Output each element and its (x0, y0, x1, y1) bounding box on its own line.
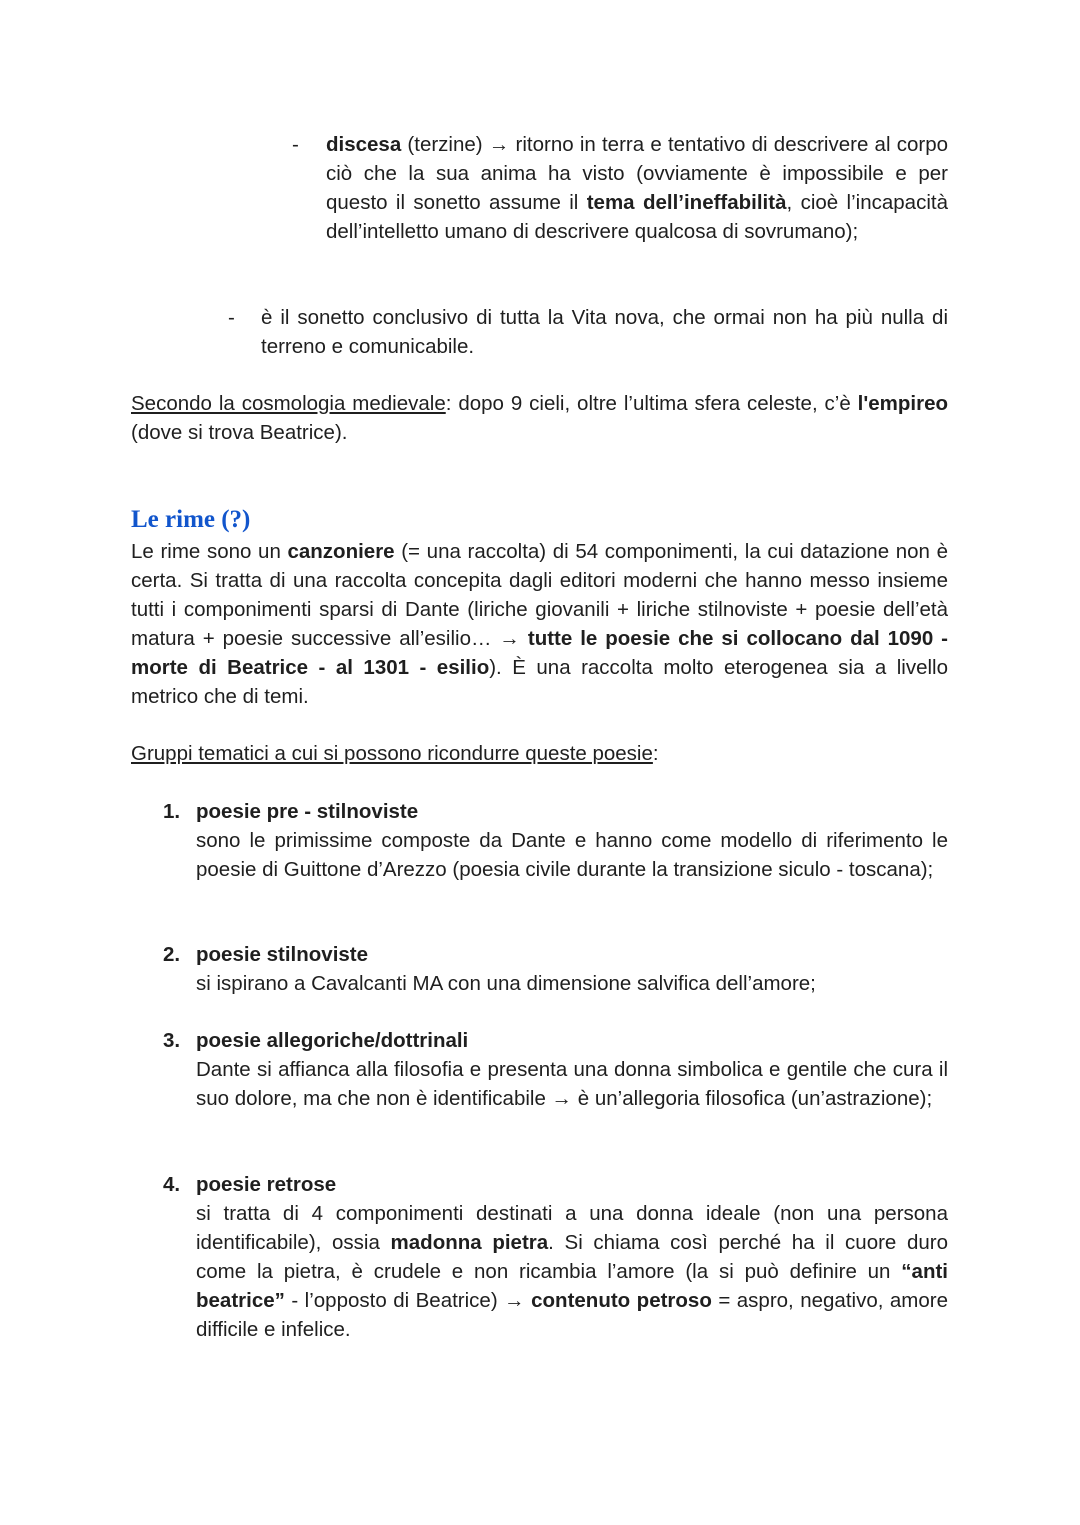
date-range-bold: tutte le poesie che si collocano dal 1090 - morte di Beatrice - al 1301 - esilio (131, 627, 948, 679)
contenuto-petroso-term: contenuto petroso (531, 1289, 712, 1312)
madonna-pietra-term: madonna pietra (390, 1231, 549, 1254)
group-item (196, 1170, 948, 1344)
canzoniere-term: canzoniere (287, 540, 395, 563)
group-item (196, 797, 948, 884)
group-title: poesie allegoriche/dottrinali (196, 1029, 469, 1052)
list-number: 2. (163, 943, 181, 966)
group-text: si ispirano a Cavalcanti MA con una dimensione salvifica dell’amore; (196, 972, 816, 995)
group-item (196, 1026, 948, 1113)
group-item (196, 940, 948, 998)
list-number: 4. (163, 1173, 181, 1196)
anti-beatrice-term: “anti beatrice” (196, 1260, 948, 1312)
list-number: 1. (163, 800, 181, 823)
group-title: poesie pre - stilnoviste (196, 800, 419, 823)
discesa-term: discesa (326, 133, 402, 156)
cosmology-underlined: Secondo la cosmologia medievale (131, 392, 446, 415)
discesa-item: discesa (terzine) → ritorno in terra e tentativo di descrivere al corpo ciò che la sua anima ha visto (ovviamente è impossibile e per questo il sonetto assume il tema dell’ineffabilità, cioè l’incapacità dell’intelletto umano di descrivere qualcosa di sovrumano); (326, 133, 948, 243)
section-heading: Le rime (?) (131, 506, 251, 533)
bullet-dash: - (292, 133, 299, 156)
group-title: poesie stilnoviste (196, 943, 369, 966)
concluding-sonnet-item: è il sonetto conclusivo di tutta la Vita nova, che ormai non ha più nulla di terreno e comunicabile. (261, 306, 948, 358)
rime-intro-paragraph: Le rime sono un canzoniere (= una raccolta) di 54 componimenti, la cui datazione non è certa. Si tratta di una raccolta concepita dagli editori moderni che hanno messo insieme tutti i componimenti sparsi di Dante (liriche giovanili + liriche stilnoviste + poesie dell’età matura + poesie successive all’esilio… → tutte le poesie che si collocano dal 1090 - morte di Beatrice - al 1301 - esilio). È una raccolta molto eterogenea sia a livello metrico che di temi. (131, 540, 949, 708)
group-text: si tratta di 4 componimenti destinati a una donna ideale (non una persona identificabile), ossia madonna pietra. Si chiama così perché ha il cuore duro come la pietra, è crudele e non ricambia l’amore (la si può definire un “anti beatrice” - l’opposto di Beatrice) → contenuto petroso = aspro, negativo, amore difficile e infelice. (196, 1202, 949, 1341)
empireo-term: l'empireo (857, 392, 948, 415)
group-text: Dante si affianca alla filosofia e presenta una donna simbolica e gentile che cura il suo dolore, ma che non è identificabile → è un’allegoria filosofica (un’astrazione); (196, 1058, 948, 1110)
ineffability-theme: tema dell’ineffabilità (586, 191, 787, 214)
bullet-dash: - (228, 306, 235, 329)
groups-label: Gruppi tematici a cui si possono ricondurre queste poesie: (131, 742, 659, 765)
list-number: 3. (163, 1029, 181, 1052)
cosmology-paragraph: Secondo la cosmologia medievale: dopo 9 cieli, oltre l’ultima sfera celeste, c’è l'empireo (dove si trova Beatrice). (131, 392, 948, 444)
group-title: poesie retrose (196, 1173, 337, 1196)
group-text: sono le primissime composte da Dante e hanno come modello di riferimento le poesie di Guittone d’Arezzo (poesia civile durante la transizione siculo - toscana); (196, 829, 948, 881)
